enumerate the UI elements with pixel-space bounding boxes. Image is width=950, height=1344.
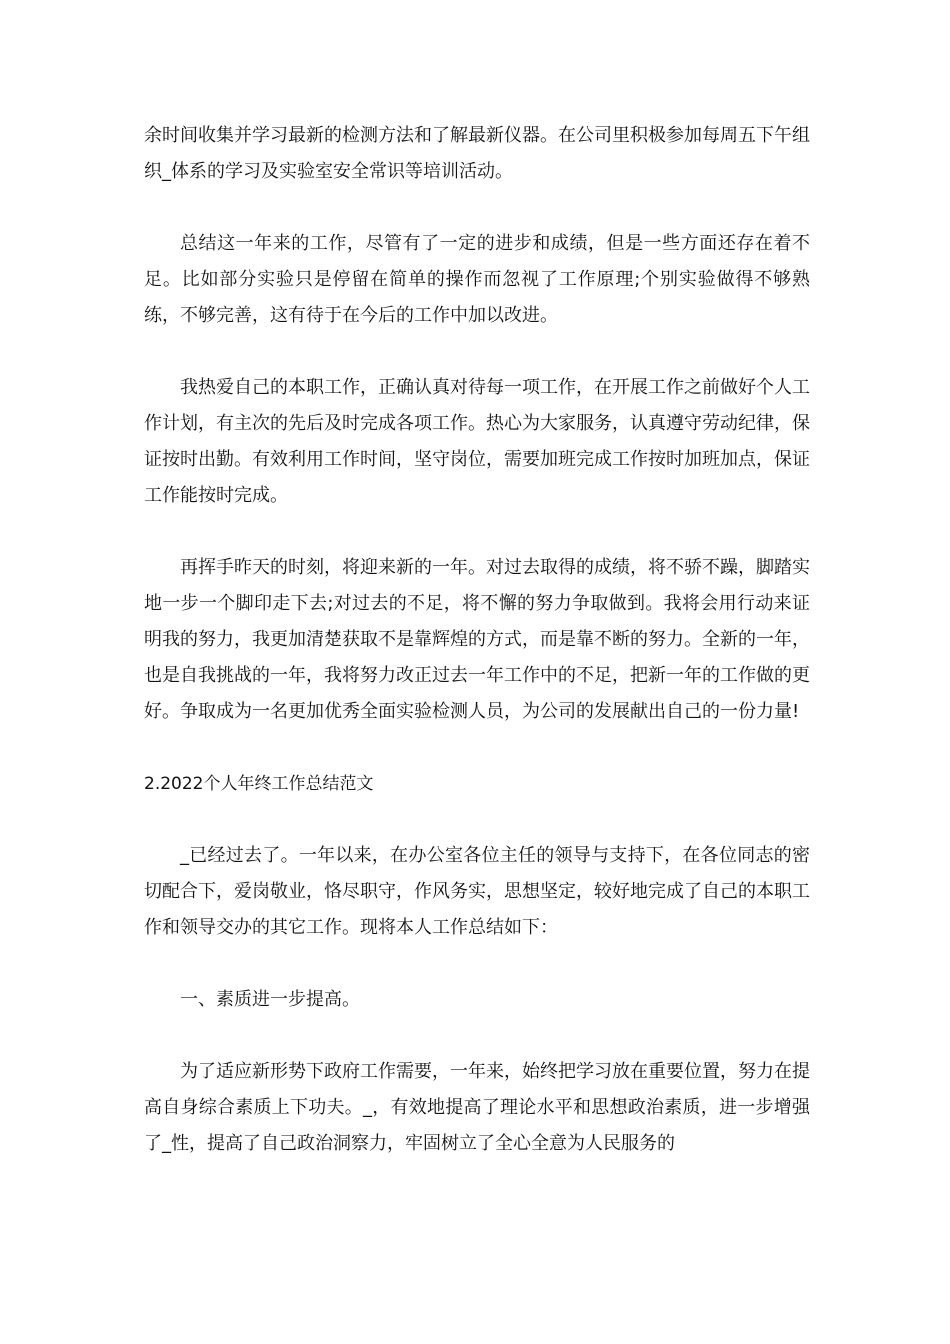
subheading-quality: 一、素质进一步提高。	[180, 989, 360, 1010]
paragraph-spacer	[144, 190, 810, 226]
paragraph-intro: _已经过去了。一年以来，在办公室各位主任的领导与支持下，在各位同志的密切配合下，爱岗敬业，恪尽职守，作风务实，思想坚定，较好地完成了自己的本职工作和领导交办的其它工作。现将本人工作总结如下：	[144, 845, 810, 938]
paragraph-shortcomings: 总结这一年来的工作，尽管有了一定的进步和成绩，但是一些方面还存在着不足。比如部分实验只是停留在简单的操作而忽视了工作原理;个别实验做得不够熟练，不够完善，这有待于在今后的工作中加以改进。	[144, 233, 810, 326]
paragraph-continuation: 余时间收集并学习最新的检测方法和了解最新仪器。在公司里积极参加每周五下午组织_体系的学习及实验室安全常识等培训活动。	[144, 125, 810, 182]
document-page	[144, 118, 810, 1162]
paragraph-spacer	[144, 514, 810, 550]
paragraph-spacer	[144, 1018, 810, 1054]
paragraph-spacer	[144, 334, 810, 370]
section-heading: 2.2022个人年终工作总结范文	[144, 774, 374, 794]
paragraph-spacer	[144, 730, 810, 766]
paragraph-spacer	[144, 802, 810, 838]
paragraph-new-year: 再挥手昨天的时刻，将迎来新的一年。对过去取得的成绩，将不骄不躁，脚踏实地一步一个脚印走下去;对过去的不足，将不懈的努力争取做到。我将会用行动来证明我的努力，我更加清楚获取不是靠辉煌的方式，而是靠不断的努力。全新的一年，也是自我挑战的一年，我将努力改正过去一年工作中的不足，把新一年的工作做的更好。争取成为一名更加优秀全面实验检测人员，为公司的发展献出自己的一份力量!	[144, 557, 810, 722]
paragraph-spacer	[144, 946, 810, 982]
paragraph-work-attitude: 我热爱自己的本职工作，正确认真对待每一项工作，在开展工作之前做好个人工作计划，有主次的先后及时完成各项工作。热心为大家服务，认真遵守劳动纪律，保证按时出勤。有效利用工作时间，坚守岗位，需要加班完成工作按时加班加点，保证工作能按时完成。	[144, 377, 810, 506]
paragraph-study: 为了适应新形势下政府工作需要，一年来，始终把学习放在重要位置，努力在提高自身综合素质上下功夫。_，有效地提高了理论水平和思想政治素质，进一步增强了_性，提高了自己政治洞察力，牢固树立了全心全意为人民服务的	[144, 1061, 810, 1154]
